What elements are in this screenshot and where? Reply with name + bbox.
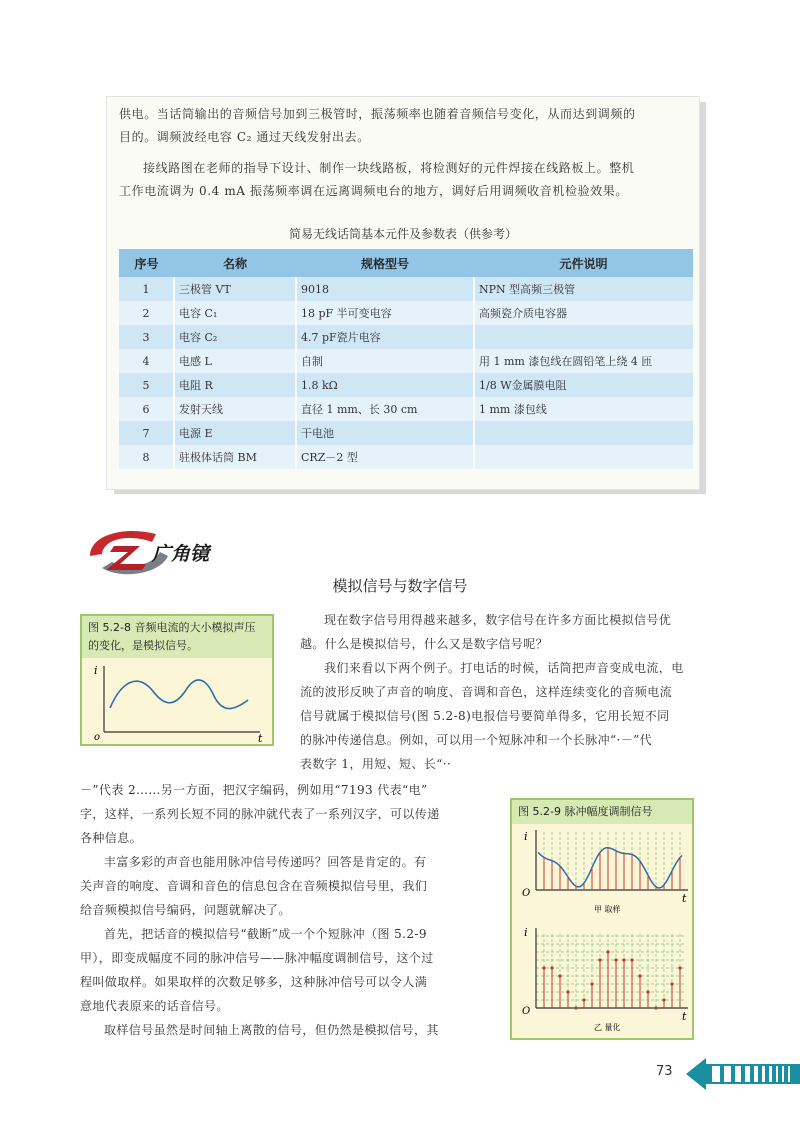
table-cell: 1.8 kΩ [296,373,474,397]
quantized-point [614,958,617,961]
parts-table [119,249,693,469]
quantized-point [662,998,665,1001]
quantized-point [582,998,585,1001]
table-cell: 4.7 pF瓷片电容 [296,325,474,349]
body-line: －”代表 2……另一方面，把汉字编码，例如用“7193 代表“电” [80,783,428,797]
body-line: 关声音的响度、音调和音色的信息包含在音频模拟信号里，我们 [80,879,428,893]
table-row [119,349,693,373]
table-row [119,445,693,469]
table-cell: 驻极体话筒 BM [174,445,296,469]
body-line: 各种信息。 [80,831,143,845]
header-desc: 元件说明 [474,249,693,277]
table-cell: 1/8 W金属膜电阻 [474,373,693,397]
body-line: 越。什么是模拟信号，什么又是数字信号呢？ [300,637,549,651]
header-name: 名称 [174,249,296,277]
quantized-point [678,966,681,969]
table-cell: 用 1 mm 漆包线在圆铅笔上绕 4 匝 [474,349,693,373]
table-title: 简易无线话筒基本元件及参数表（供参考） [288,227,517,241]
table-cell: 6 [119,397,174,421]
table-row [119,397,693,421]
header-index: 序号 [119,249,174,277]
bottom-x-axis-label: t [682,1010,687,1023]
origin-label: o [94,732,101,743]
page-number: 73 [656,1064,673,1079]
body-line: 信号就属于模拟信号(图 5.2-8)电报信号要简单得多，它用长短不同 [300,709,670,723]
body-line: 现在数字信号用得越来越多，数字信号在许多方面比模拟信号优 [324,613,672,627]
body-line: 字，这样，一系列长短不同的脉冲就代表了一系列汉字，可以传递 [80,807,440,821]
experiment-box [106,96,700,490]
para2-line1: 接线路图在老师的指导下设计、制作一块线路板，将检测好的元件焊接在线路板上。整机 [143,161,635,175]
figure-caption: 图 5.2-9 脉冲幅度调制信号 [512,800,692,824]
para1 [119,103,636,149]
quantized-point [550,966,553,969]
table-cell [474,421,693,445]
table-cell: 9018 [296,277,474,301]
table-cell: 3 [119,325,174,349]
table-row [119,421,693,445]
table-cell: 高频瓷介质电容器 [474,301,693,325]
para2 [119,157,634,203]
quantized-point [670,982,673,985]
table-cell: 电容 C₁ [174,301,296,325]
audio-waveform-graph [82,660,272,744]
quantized-point [646,990,649,993]
body-line: 我们来看以下两个例子。打电话的时候，话筒把声音变成电流，电 [324,661,684,675]
pulse-modulation-graphs [512,824,692,1036]
top-subcaption: 甲 取样 [594,905,621,914]
body-line: 意地代表原来的话音信号。 [80,999,229,1013]
table-cell: NPN 型高频三极管 [474,277,693,301]
header-model: 规格型号 [296,249,474,277]
table-cell [474,325,693,349]
quantized-point [542,966,545,969]
table-cell: 发射天线 [174,397,296,421]
body-line: 取样信号虽然是时间轴上离散的信号，但仍然是模拟信号，其 [104,1023,439,1037]
quantized-point [566,990,569,993]
table-row [119,325,693,349]
bottom-origin-label: O [522,1006,531,1017]
figure-caption: 图 5.2-8 音频电流的大小模拟声压的变化，是模拟信号。 [82,616,272,658]
quantized-point [574,1006,577,1009]
body-left-column [80,778,500,1042]
x-axis-label: t [258,732,263,744]
section-title: 模拟信号与数字信号 [332,577,468,595]
logo-text: 广角镜 [152,543,210,565]
quantized-point [630,958,633,961]
top-x-axis-label: t [682,892,687,905]
table-cell: 电阻 R [174,373,296,397]
table-cell: 电感 L [174,349,296,373]
table-cell: 1 mm 漆包线 [474,397,693,421]
body-line: 甲），即变成幅度不同的脉冲信号——脉冲幅度调制信号，这个过 [80,951,434,965]
body-line: 给音频模拟信号编码，问题就解决了。 [80,903,291,917]
top-origin-label: O [522,888,531,899]
table-cell: 1 [119,277,174,301]
figure-5-2-9 [510,798,694,1040]
quantized-point [606,950,609,953]
table-cell: 电源 E [174,421,296,445]
y-axis-label: i [94,664,98,677]
quantized-point [622,958,625,961]
bottom-y-axis-label: i [524,926,528,939]
para1-line1: 供电。当话筒输出的音频信号加到三极管时，振荡频率也随着音频信号变化，从而达到调频的 [119,107,636,121]
table-row [119,277,693,301]
table-cell: CRZ－2 型 [296,445,474,469]
table-header-row [119,249,693,277]
table-cell: 5 [119,373,174,397]
body-line: 首先，把话音的模拟信号“截断”成一个个短脉冲（图 5.2-9 [104,927,427,941]
body-line: 流的波形反映了声音的响度、音调和音色，这样连续变化的音频电流 [300,685,673,699]
para2-line2: 工作电流调为 0.4 mA 振荡频率调在远离调频电台的地方，调好后用调频收音机检验效果。 [119,184,628,198]
page-arrow-icon [686,1058,800,1090]
table-cell: 干电池 [296,421,474,445]
body-line: 程叫做取样。如果取样的次数足够多，这种脉冲信号可以令人满 [80,975,428,989]
figure-5-2-8 [80,614,274,746]
quantized-point [654,1006,657,1009]
top-y-axis-label: i [524,830,528,843]
para1-line2: 目的。调频波经电容 C₂ 通过天线发射出去。 [119,130,370,144]
quantized-point [598,958,601,961]
body-line: 丰富多彩的声音也能用脉冲信号传递吗？回答是肯定的。有 [104,855,427,869]
table-cell: 18 pF 半可变电容 [296,301,474,325]
table-cell: 电容 C₂ [174,325,296,349]
quantized-point [558,974,561,977]
body-right-column [300,608,720,776]
table-cell [474,445,693,469]
table-cell: 7 [119,421,174,445]
table-row [119,301,693,325]
table-cell: 直径 1 mm、长 30 cm [296,397,474,421]
body-line: 的脉冲传递信息。例如，可以用一个短脉冲和一个长脉冲“·－”代 [300,733,653,747]
table-cell: 2 [119,301,174,325]
quantized-point [590,982,593,985]
table-cell: 三极管 VT [174,277,296,301]
body-line: 表数字 1，用短、短、长“·· [300,757,452,771]
quantized-point [638,974,641,977]
table-cell: 4 [119,349,174,373]
table-cell: 8 [119,445,174,469]
table-cell: 自制 [296,349,474,373]
bottom-subcaption: 乙 量化 [594,1023,621,1032]
table-row [119,373,693,397]
